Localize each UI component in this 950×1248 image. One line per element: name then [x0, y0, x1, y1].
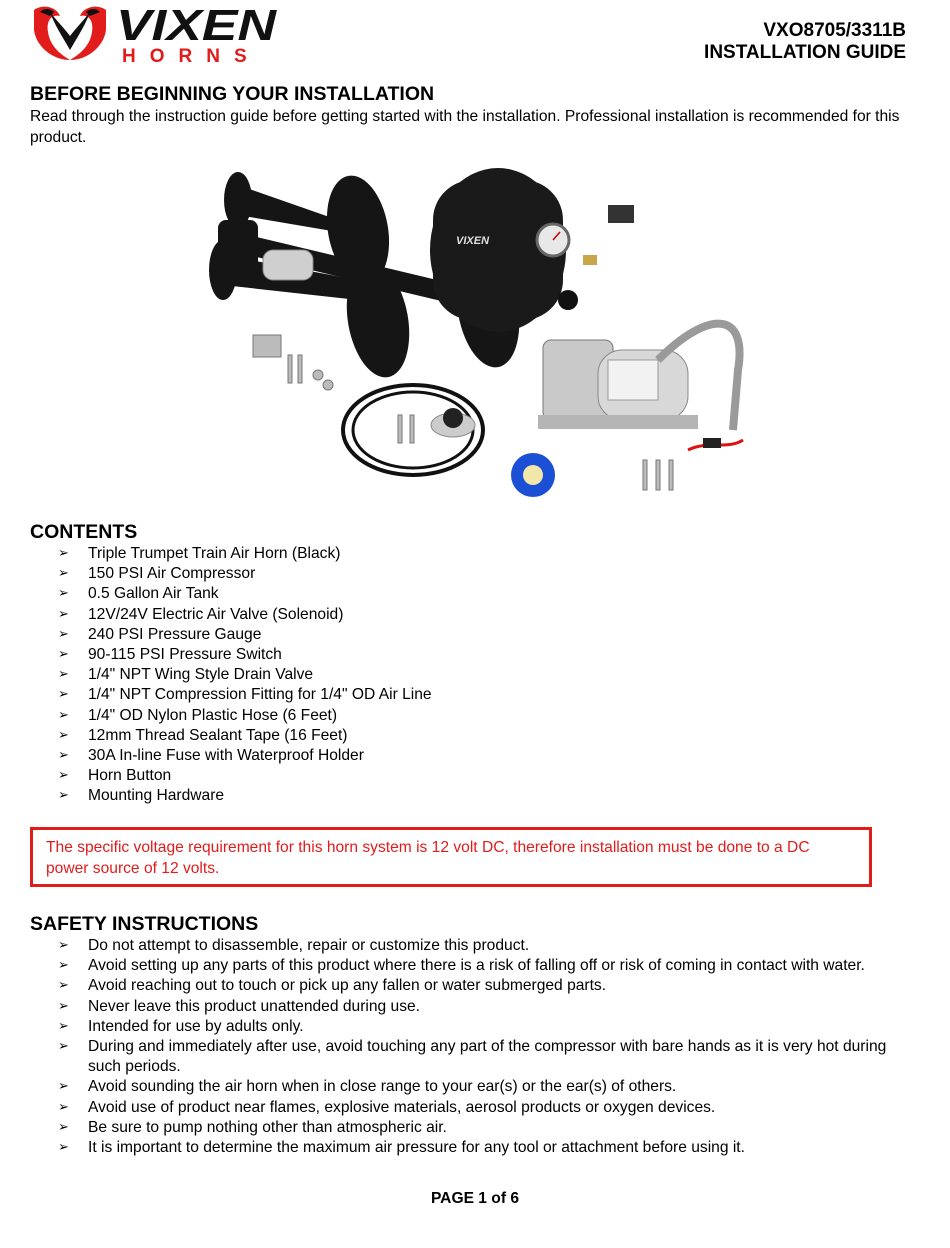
product-illustration	[188, 160, 758, 500]
contents-item: ➢ Triple Trumpet Train Air Horn (Black)	[58, 544, 908, 564]
before-heading: BEFORE BEGINNING YOUR INSTALLATION	[30, 83, 435, 105]
safety-heading: SAFETY INSTRUCTIONS	[30, 913, 259, 935]
model-number: VXO8705/3311B	[763, 20, 906, 41]
contents-item: ➢ 0.5 Gallon Air Tank	[58, 584, 908, 604]
contents-item: ➢ 150 PSI Air Compressor	[58, 564, 908, 584]
contents-item: ➢ 12V/24V Electric Air Valve (Solenoid)	[58, 605, 908, 625]
contents-item: ➢ 12mm Thread Sealant Tape (16 Feet)	[58, 726, 908, 746]
safety-item: ➢ During and immediately after use, avoid touching any part of the compressor with bare hands as it is very hot during such periods.	[58, 1037, 908, 1077]
safety-item: ➢ It is important to determine the maximum air pressure for any tool or attachment before using it.	[58, 1138, 908, 1158]
contents-item: ➢ 240 PSI Pressure Gauge	[58, 625, 908, 645]
tank-logo: VIXEN	[456, 235, 490, 247]
safety-list	[58, 936, 908, 1158]
safety-item: ➢ Intended for use by adults only.	[58, 1017, 908, 1037]
vixen-horns-logo	[30, 2, 280, 66]
safety-item: ➢ Avoid use of product near flames, explosive materials, aerosol products or oxygen devices.	[58, 1098, 908, 1118]
logo-wordmark: VIXEN	[116, 2, 278, 50]
safety-item: ➢ Never leave this product unattended during use.	[58, 997, 908, 1017]
contents-item: ➢ 1/4" NPT Compression Fitting for 1/4" OD Air Line	[58, 685, 908, 705]
contents-item: ➢ 1/4" OD Nylon Plastic Hose (6 Feet)	[58, 706, 908, 726]
contents-item: ➢ 30A In-line Fuse with Waterproof Holder	[58, 746, 908, 766]
contents-item: ➢ 1/4" NPT Wing Style Drain Valve	[58, 665, 908, 685]
before-text: Read through the instruction guide before getting started with the installation. Professional installation is recommended for this product.	[30, 108, 900, 146]
contents-item: ➢ Mounting Hardware	[58, 786, 908, 806]
contents-item: ➢ 90-115 PSI Pressure Switch	[58, 645, 908, 665]
safety-item: ➢ Avoid reaching out to touch or pick up any fallen or water submerged parts.	[58, 976, 908, 996]
contents-list	[58, 544, 908, 807]
air-compressor	[538, 324, 740, 430]
document-id-block	[704, 20, 906, 64]
safety-item: ➢ Do not attempt to disassemble, repair or customize this product.	[58, 936, 908, 956]
safety-item: ➢ Avoid sounding the air horn when in close range to your ear(s) or the ear(s) of others.	[58, 1077, 908, 1097]
voltage-warning-box: The specific voltage requirement for this horn system is 12 volt DC, therefore installation must be done to a DC power source of 12 volts.	[30, 827, 872, 887]
safety-item: ➢ Avoid setting up any parts of this product where there is a risk of falling off or risk of coming in contact with water.	[58, 956, 908, 976]
horn-button-part	[431, 408, 475, 437]
safety-item: ➢ Be sure to pump nothing other than atmospheric air.	[58, 1118, 908, 1138]
contents-heading: CONTENTS	[30, 521, 138, 543]
sealant-tape	[511, 453, 555, 497]
logo-subword: HORNS	[122, 46, 261, 66]
document-title: INSTALLATION GUIDE	[704, 42, 906, 63]
page-number: PAGE 1 of 6	[430, 1190, 520, 1207]
contents-item: ➢ Horn Button	[58, 766, 908, 786]
air-tank	[430, 168, 634, 332]
